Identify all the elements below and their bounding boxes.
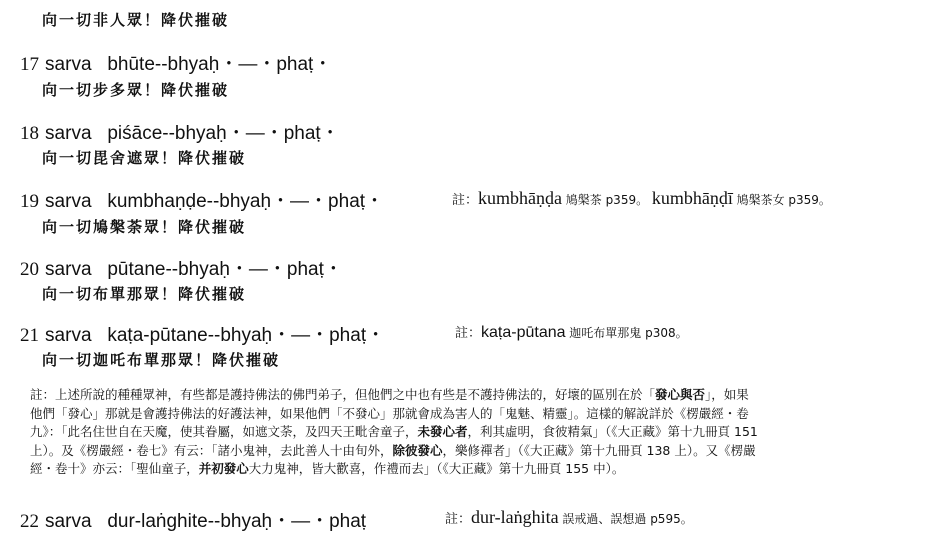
mantra-number: 19 — [20, 191, 39, 212]
mantra-number: 22 — [20, 511, 39, 532]
mantra-line-19 — [20, 186, 384, 213]
mantra-number: 18 — [20, 123, 39, 144]
mantra-number: 20 — [20, 259, 39, 280]
mantra-line-20 — [20, 254, 343, 281]
mantra-number: 21 — [20, 325, 39, 346]
note-term: dur-laṅghita — [471, 507, 559, 527]
commentary-text: 大力鬼神，皆大歡喜，作禮而去」（《大正藏》第十九冊頁 155 中）。 — [248, 461, 625, 477]
commentary-text: ，樂修禪者」（《大正藏》第十九冊頁 138 上）。又《楞嚴 — [442, 442, 756, 458]
chinese-line-18: 向一切毘舍遮眾！降伏摧破 — [42, 149, 247, 167]
commentary-text: 九》：「此名住世自在天魔，使其眷屬，如遮文荼，及四天王毗舍童子， — [30, 424, 418, 440]
mantra-text: sarva dur-laṅghite--bhyaḥ・—・phaṭ — [45, 511, 367, 532]
commentary-text: 經・卷十》亦云：「聖仙童子， — [30, 461, 199, 477]
commentary-text: 」，如果 — [705, 387, 749, 402]
note-gloss: 誤戒過、誤想過 p595。 — [562, 512, 693, 526]
note-gloss: 鳩槃茶 p359。 — [565, 193, 649, 207]
commentary-emphasis: 未發心者 — [417, 424, 468, 440]
commentary-line — [30, 460, 922, 479]
chinese-line-19: 向一切鳩槃荼眾！降伏摧破 — [42, 218, 247, 236]
commentary-emphasis: 除彼發心 — [392, 442, 443, 458]
commentary-text: 他們「發心」那就是會護持佛法的好護法神，如果他們「不發心」那就會成為害人的「鬼魅、精靈」。這樣的解說詳於《楞嚴經・卷 — [30, 405, 749, 421]
note-21 — [455, 322, 688, 342]
note-term: kaṭa-pūtana — [481, 324, 566, 341]
note-22 — [445, 507, 693, 528]
note-label: 註： — [455, 326, 482, 341]
mantra-line-22 — [20, 506, 366, 533]
commentary-text: 註：上述所說的種種眾神，有些都是護持佛法的佛門弟子，但他們之中也有些是不護持佛法的，好壞的區別在於「 — [30, 387, 656, 402]
commentary-line — [30, 442, 922, 461]
commentary-emphasis: 發心與否 — [655, 387, 706, 402]
top-chinese-line: 向一切非人眾！降伏摧破 — [42, 11, 230, 29]
chinese-line-17: 向一切步多眾！降伏摧破 — [42, 81, 230, 99]
mantra-line-18 — [20, 118, 340, 145]
note-term: kumbhāṇḍa — [478, 188, 562, 208]
mantra-text: sarva kaṭa-pūtane--bhyaḥ・—・phaṭ・ — [45, 325, 386, 346]
commentary-text: 上）。及《楞嚴經・卷七》有云：「諸小鬼神，去此善人十由旬外， — [30, 442, 393, 458]
commentary-text: ，利其虛明，食彼精氣」（《大正藏》第十九冊頁 151 — [467, 424, 758, 440]
commentary-line — [30, 405, 922, 424]
note-label: 註： — [445, 512, 472, 527]
mantra-text: sarva bhūte--bhyaḥ・—・phaṭ・ — [45, 54, 333, 75]
commentary-line — [30, 423, 922, 442]
commentary-line — [30, 386, 922, 405]
note-gloss: 迦吒布單那鬼 p308。 — [569, 326, 688, 340]
note-label: 註： — [452, 193, 479, 208]
note-gloss: 鳩槃茶女 p359。 — [736, 193, 831, 207]
mantra-text: sarva pūtane--bhyaḥ・—・phaṭ・ — [45, 259, 343, 280]
commentary-block — [30, 386, 922, 479]
mantra-line-21 — [20, 320, 385, 347]
mantra-text: sarva piśāce--bhyaḥ・—・phaṭ・ — [45, 123, 340, 144]
commentary-emphasis: 并初發心 — [198, 461, 249, 477]
chinese-line-20: 向一切布單那眾！降伏摧破 — [42, 285, 247, 303]
chinese-line-21: 向一切迦吒布單那眾！降伏摧破 — [42, 351, 281, 369]
note-19 — [452, 188, 831, 209]
mantra-line-17 — [20, 49, 332, 76]
mantra-text: sarva kumbhaṇḍe--bhyaḥ・—・phaṭ・ — [45, 191, 385, 212]
note-term: kumbhāṇḍī — [651, 188, 733, 208]
mantra-number: 17 — [20, 54, 39, 75]
